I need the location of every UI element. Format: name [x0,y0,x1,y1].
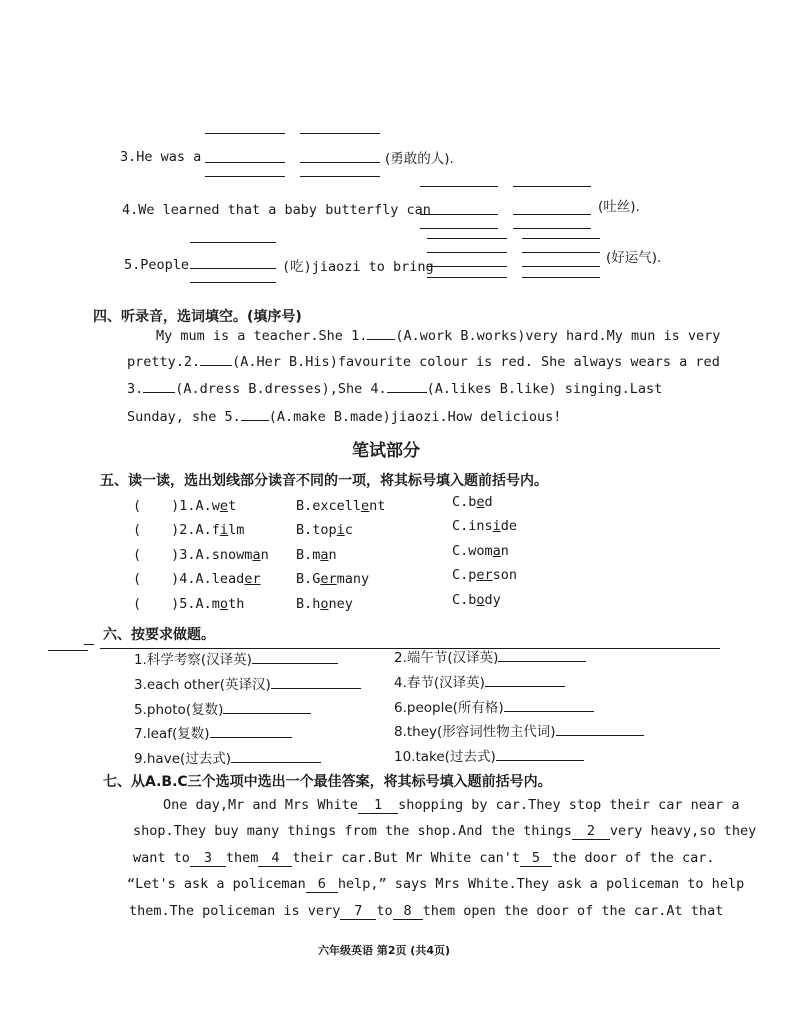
s5-row: ( )4.A.leader [133,571,261,587]
page-footer: 六年级英语 第2页 (共4页) [318,944,451,957]
answer-paren[interactable]: ( [133,571,142,587]
answer-blank[interactable] [231,750,321,763]
s5-row: ( )5.A.moth [133,596,245,612]
answer-blank[interactable] [223,701,311,714]
q5-suffix: (好运气). [606,250,662,266]
s6-item-right: 6.people(所有格) [394,696,594,716]
s7-line5: them.The policeman is very 7 to 8 them open the door of the car.At that [129,903,724,919]
answer-blank[interactable] [504,699,594,712]
answer-blank[interactable] [210,725,292,738]
answer-blank[interactable] [271,676,361,689]
answer-blank[interactable] [252,651,338,664]
answer-blank[interactable] [498,649,586,662]
q3-prefix: 3.He was a [120,149,202,165]
s4-line2: pretty.2. (A.Her B.His)favourite colour is red. She always wears a red [127,354,720,370]
s6-item-right: 8.they(形容词性物主代词) [394,720,644,740]
q5-mid: (吃)jiaozi to bring [282,259,434,275]
s5-option-c: C.body [452,592,501,608]
s5-option-b: B.man [296,547,337,563]
answer-blank[interactable] [496,748,584,761]
s5-row: ( )2.A.film [133,522,245,538]
s7-line2: shop.They buy many things from the shop.And the things 2 very heavy,so they [133,823,757,839]
section7-title: 七、从A.B.C三个选项中选出一个最佳答案，将其标号填入题前括号内。 [103,774,552,790]
s5-option-c: C.person [452,567,518,583]
s5-option-c: C.inside [452,518,518,534]
answer-paren[interactable]: ( [133,596,142,612]
s5-option-c: C.bed [452,494,493,510]
section5-title: 五、读一读，选出划线部分读音不同的一项，将其标号填入题前括号内。 [100,473,548,489]
s6-item-left: 9.have(过去式) [134,747,321,767]
s5-option-c: C.woman [452,543,509,559]
s5-option-b: B.honey [296,596,353,612]
s7-line1: One day,Mr and Mrs White 1 shopping by car.They stop their car near a [163,797,740,813]
s6-item-right: 2.端午节(汉译英) [394,646,586,666]
answer-paren[interactable]: ( [133,498,142,514]
q3-suffix: (勇敢的人). [385,151,454,167]
answer-blank[interactable] [556,723,644,736]
written-section-title: 笔试部分 [352,441,420,461]
section6-title: 六、按要求做题。 [103,627,215,643]
s4-line1: My mum is a teacher.She 1. (A.work B.works)very hard.My mun is very [156,328,721,344]
s6-item-left: 1.科学考察(汉译英) [134,648,338,668]
s6-item-left: 7.leaf(复数) [134,722,292,742]
s5-option-b: B.Germany [296,571,370,587]
s6-item-left: 3.each other(英译汉) [134,673,361,693]
s5-option-b: B.excellent [296,498,386,514]
s5-row: ( )3.A.snowman [133,547,269,563]
q4-prefix: 4.We learned that a baby butterfly can [122,202,431,218]
s7-line3: want to 3 them 4 their car.But Mr White can't 5 the door of the car. [133,850,715,866]
s6-item-left: 5.photo(复数) [134,698,311,718]
answer-paren[interactable]: ( [133,547,142,563]
section4-title: 四、听录音，选词填空。(填序号) [93,309,302,325]
answer-blank[interactable] [485,674,565,687]
s4-line4: Sunday, she 5. (A.make B.made)jiaozi.How delicious! [127,409,562,425]
s6-item-right: 4.春节(汉译英) [394,671,565,691]
q5-prefix: 5.People [124,257,190,273]
answer-paren[interactable]: ( [133,522,142,538]
s4-line3: 3. (A.dress B.dresses),She 4. (A.likes B.like) singing.Last [127,381,663,397]
s5-row: ( )1.A.wet [133,498,237,514]
s7-line4: “Let's ask a policeman 6 help,” says Mrs White.They ask a policeman to help [127,876,745,892]
q4-suffix: (吐丝). [598,199,640,215]
s5-option-b: B.topic [296,522,353,538]
s6-item-right: 10.take(过去式) [394,745,584,765]
